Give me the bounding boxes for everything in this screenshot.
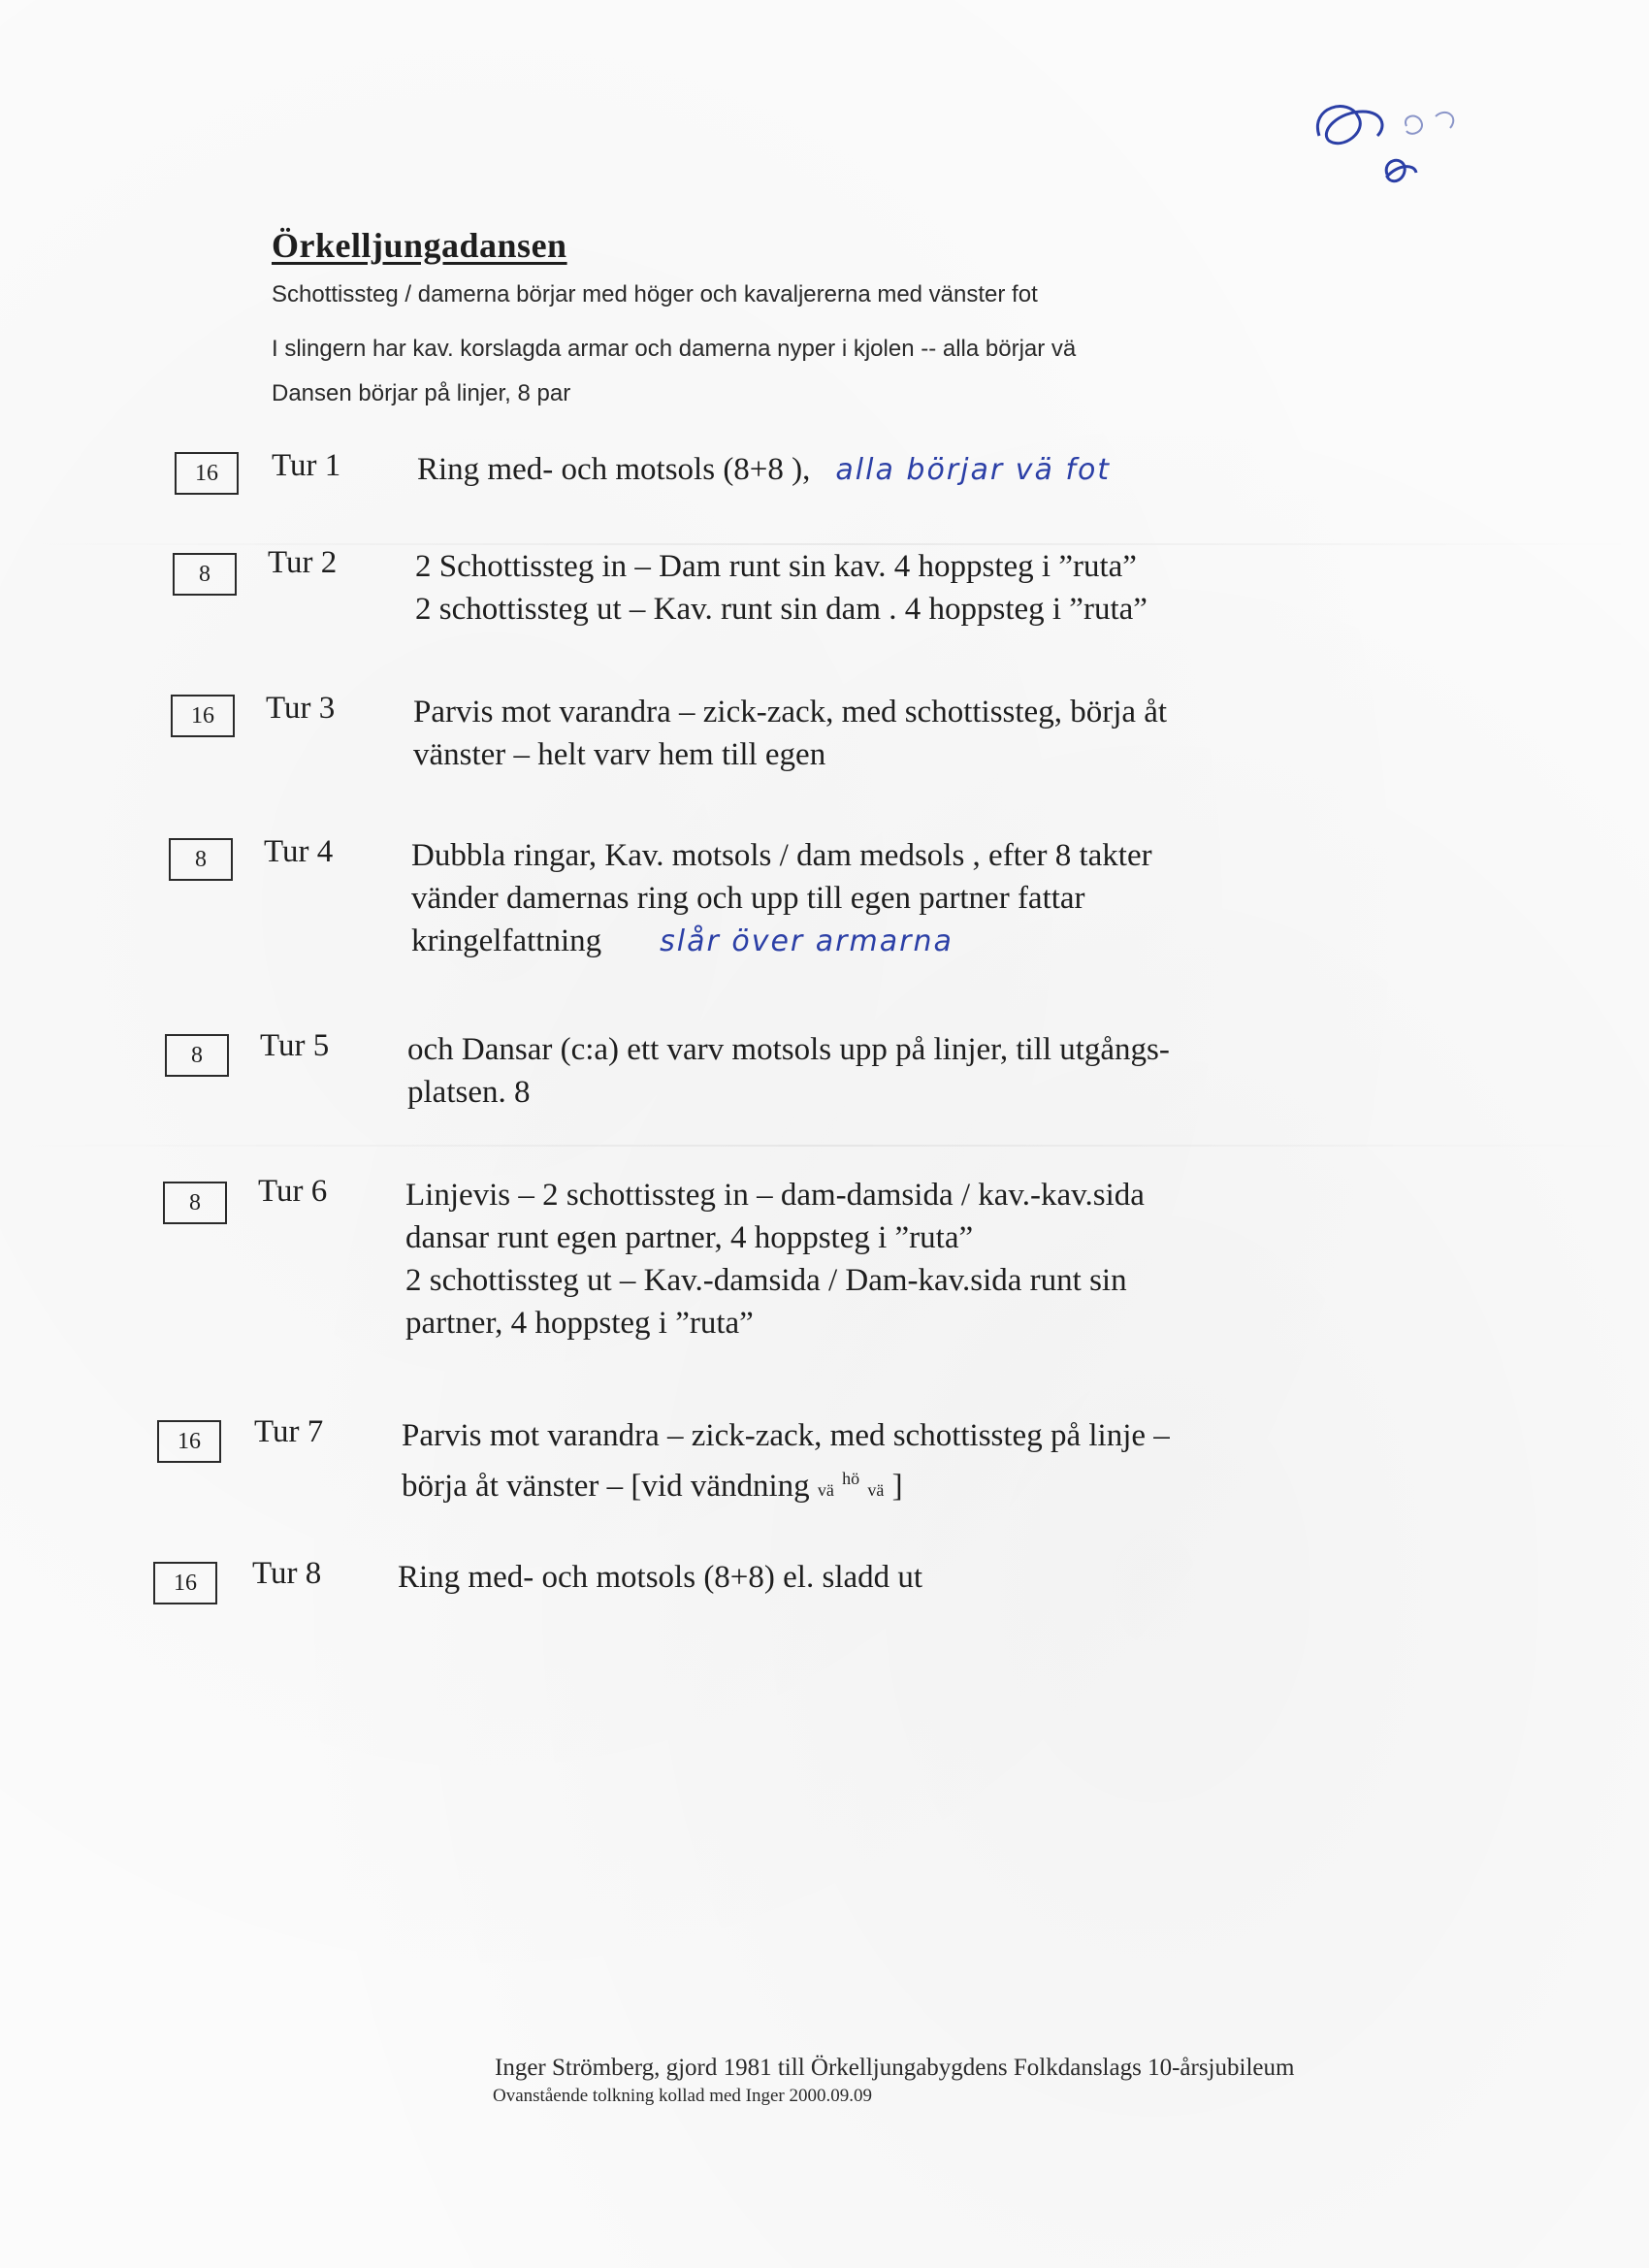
- tur-line: Ring med- och motsols (8+8 ),: [417, 452, 811, 487]
- tur-label: Tur 1: [272, 448, 341, 483]
- bar-count-box: 16: [157, 1420, 221, 1463]
- tur-label: Tur 7: [254, 1414, 324, 1449]
- step-side: vä: [867, 1480, 885, 1500]
- paper-crease: [0, 1145, 1649, 1147]
- tur-description: [415, 545, 1148, 631]
- bar-count-box: 8: [173, 553, 237, 596]
- step-side: hö: [842, 1469, 860, 1488]
- handwritten-note: slår över armarna: [660, 924, 954, 958]
- intro-line: Schottissteg / damerna börjar med höger och kavaljererna med vänster fot: [272, 281, 1038, 308]
- tur-label: Tur 8: [252, 1556, 322, 1591]
- tur-description: [417, 448, 1111, 492]
- intro-line: I slingern har kav. korslagda armar och damerna nyper i kjolen -- alla börjar vä: [272, 336, 1077, 362]
- tur-label: Tur 2: [268, 545, 338, 580]
- tur-description: [411, 834, 1152, 963]
- bar-count-box: 16: [171, 695, 235, 737]
- tur-line: börja åt vänster – [vid vändning: [402, 1469, 810, 1504]
- tur-line: dansar runt egen partner, 4 hoppsteg i ”ruta”: [405, 1220, 974, 1255]
- tur-line: 2 schottissteg ut – Kav.-damsida / Dam-kav.sida runt sin: [405, 1263, 1127, 1298]
- bracket-close: ]: [891, 1469, 903, 1504]
- tur-line: och Dansar (c:a) ett varv motsols upp på linjer, till utgångs-: [407, 1032, 1170, 1067]
- handwritten-note: alla börjar vä fot: [835, 453, 1112, 487]
- pen-doodle-icon: [1290, 58, 1542, 213]
- tur-label: Tur 5: [260, 1028, 330, 1063]
- bar-count-box: 8: [169, 838, 233, 881]
- tur-line: platsen. 8: [407, 1075, 531, 1110]
- tur-line: Dubbla ringar, Kav. motsols / dam medsols , efter 8 takter: [411, 838, 1152, 873]
- tur-label: Tur 3: [266, 691, 336, 726]
- footer-credit: Inger Strömberg, gjord 1981 till Örkelljungabygdens Folkdanslags 10-årsjubileum: [495, 2055, 1295, 2081]
- tur-description: [413, 691, 1167, 776]
- tur-line: vänster – helt varv hem till egen: [413, 737, 826, 772]
- tur-line: Parvis mot varandra – zick-zack, med schottissteg på linje –: [402, 1418, 1170, 1453]
- bar-count-box: 16: [153, 1562, 217, 1604]
- tur-description: [402, 1414, 1170, 1511]
- tur-line: 2 Schottissteg in – Dam runt sin kav. 4 hoppsteg i ”ruta”: [415, 549, 1137, 584]
- footer-note: Ovanstående tolkning kollad med Inger 2000.09.09: [493, 2086, 873, 2106]
- tur-line: Ring med- och motsols (8+8) el. sladd ut: [398, 1560, 923, 1595]
- tur-line: 2 schottissteg ut – Kav. runt sin dam . 4 hoppsteg i ”ruta”: [415, 592, 1148, 627]
- tur-label: Tur 4: [264, 834, 334, 869]
- document-title: Örkelljungadansen: [272, 226, 567, 265]
- tur-line: kringelfattning: [411, 923, 602, 958]
- intro-line: Dansen börjar på linjer, 8 par: [272, 380, 571, 406]
- tur-description: [398, 1556, 922, 1599]
- bar-count-box: 8: [163, 1182, 227, 1224]
- bar-count-box: 8: [165, 1034, 229, 1077]
- tur-line: partner, 4 hoppsteg i ”ruta”: [405, 1306, 754, 1341]
- tur-line: Linjevis – 2 schottissteg in – dam-damsida / kav.-kav.sida: [405, 1178, 1145, 1213]
- tur-description: [407, 1028, 1170, 1114]
- tur-line: vänder damernas ring och upp till egen partner fattar: [411, 881, 1085, 916]
- step-side: vä: [817, 1480, 834, 1500]
- tur-label: Tur 6: [258, 1174, 328, 1209]
- bar-count-box: 16: [175, 452, 239, 495]
- tur-line: Parvis mot varandra – zick-zack, med schottissteg, börja åt: [413, 695, 1168, 729]
- tur-description: [405, 1174, 1145, 1345]
